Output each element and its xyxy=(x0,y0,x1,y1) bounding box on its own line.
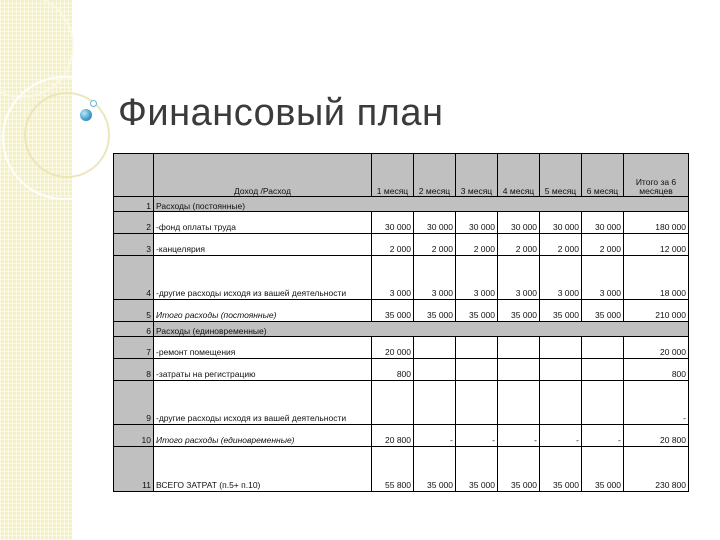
month-value: - xyxy=(540,425,582,447)
table-row xyxy=(114,447,689,492)
month-value: 2 000 xyxy=(414,234,456,256)
month-value: - xyxy=(582,425,624,447)
month-value: 2 000 xyxy=(498,234,540,256)
row-label: Итого расходы (постоянные) xyxy=(154,300,372,322)
month-value: 55 800 xyxy=(372,447,414,492)
financial-plan-table xyxy=(113,153,689,492)
header-month: 4 месяц xyxy=(498,154,540,197)
month-value xyxy=(540,359,582,381)
month-value: 30 000 xyxy=(372,212,414,234)
month-value: 35 000 xyxy=(372,300,414,322)
table-row xyxy=(114,337,689,359)
month-value: 2 000 xyxy=(540,234,582,256)
month-value: 30 000 xyxy=(540,212,582,234)
row-total: 18 000 xyxy=(624,256,689,300)
month-value: 3 000 xyxy=(498,256,540,300)
month-value xyxy=(498,359,540,381)
month-value xyxy=(540,337,582,359)
month-value xyxy=(540,381,582,425)
row-number: 2 xyxy=(114,212,154,234)
slide-title: Финансовый план xyxy=(118,92,444,134)
section-row xyxy=(114,322,689,337)
row-number: 5 xyxy=(114,300,154,322)
month-value xyxy=(414,359,456,381)
row-total: 230 800 xyxy=(624,447,689,492)
row-label: -другие расходы исходя из вашей деятельности xyxy=(154,256,372,300)
month-value: 35 000 xyxy=(498,447,540,492)
table-row xyxy=(114,359,689,381)
month-value: 30 000 xyxy=(414,212,456,234)
month-value: 35 000 xyxy=(456,300,498,322)
decorative-arc xyxy=(24,92,110,178)
month-value: 35 000 xyxy=(582,447,624,492)
month-value: 20 800 xyxy=(372,425,414,447)
month-value: - xyxy=(498,425,540,447)
table-row xyxy=(114,425,689,447)
month-value: 30 000 xyxy=(456,212,498,234)
row-number: 6 xyxy=(114,322,154,337)
header-index-cell xyxy=(114,154,154,197)
row-total: 12 000 xyxy=(624,234,689,256)
month-value: 30 000 xyxy=(582,212,624,234)
header-month: 1 месяц xyxy=(372,154,414,197)
month-value: 35 000 xyxy=(540,447,582,492)
month-value: 35 000 xyxy=(456,447,498,492)
month-value: 2 000 xyxy=(456,234,498,256)
row-number: 8 xyxy=(114,359,154,381)
month-value xyxy=(414,337,456,359)
month-value: 3 000 xyxy=(372,256,414,300)
header-month: 2 месяц xyxy=(414,154,456,197)
title-bullet-icon xyxy=(80,109,92,121)
month-value xyxy=(498,337,540,359)
row-label: Итого расходы (единовременные) xyxy=(154,425,372,447)
month-value xyxy=(414,381,456,425)
month-value xyxy=(582,381,624,425)
row-total: 210 000 xyxy=(624,300,689,322)
row-label: -затраты на регистрацию xyxy=(154,359,372,381)
month-value xyxy=(498,381,540,425)
section-label: Расходы (единовременные) xyxy=(154,322,689,337)
decorative-side-pattern xyxy=(0,0,72,540)
title-small-bullet-icon xyxy=(90,100,97,107)
row-total: 180 000 xyxy=(624,212,689,234)
header-total: Итого за 6 месяцев xyxy=(624,154,689,197)
row-number: 1 xyxy=(114,197,154,212)
month-value: 3 000 xyxy=(582,256,624,300)
month-value xyxy=(456,337,498,359)
table-row xyxy=(114,212,689,234)
month-value xyxy=(456,359,498,381)
month-value: 2 000 xyxy=(372,234,414,256)
row-number: 7 xyxy=(114,337,154,359)
table-header-row xyxy=(114,154,689,197)
section-row xyxy=(114,197,689,212)
month-value: 35 000 xyxy=(498,300,540,322)
month-value: 35 000 xyxy=(582,300,624,322)
month-value: 800 xyxy=(372,359,414,381)
table-row xyxy=(114,381,689,425)
month-value: - xyxy=(456,425,498,447)
table-row xyxy=(114,300,689,322)
section-label: Расходы (постоянные) xyxy=(154,197,689,212)
row-label: -канцелярия xyxy=(154,234,372,256)
row-label: -ремонт помещения xyxy=(154,337,372,359)
row-total: - xyxy=(624,381,689,425)
row-total: 20 000 xyxy=(624,337,689,359)
row-number: 3 xyxy=(114,234,154,256)
row-number: 11 xyxy=(114,447,154,492)
month-value: 20 000 xyxy=(372,337,414,359)
month-value: 3 000 xyxy=(540,256,582,300)
row-number: 9 xyxy=(114,381,154,425)
row-label: ВСЕГО ЗАТРАТ (п.5+ п.10) xyxy=(154,447,372,492)
header-month: 3 месяц xyxy=(456,154,498,197)
row-total: 20 800 xyxy=(624,425,689,447)
month-value xyxy=(372,381,414,425)
month-value: 2 000 xyxy=(582,234,624,256)
month-value: 3 000 xyxy=(414,256,456,300)
table-row xyxy=(114,234,689,256)
month-value xyxy=(582,359,624,381)
month-value: 35 000 xyxy=(540,300,582,322)
row-label: -другие расходы исходя из вашей деятельности xyxy=(154,381,372,425)
month-value: - xyxy=(414,425,456,447)
header-label: Доход /Расход xyxy=(154,154,372,197)
header-month: 6 месяц xyxy=(582,154,624,197)
month-value: 3 000 xyxy=(456,256,498,300)
month-value: 35 000 xyxy=(414,447,456,492)
table-row xyxy=(114,256,689,300)
row-number: 10 xyxy=(114,425,154,447)
month-value xyxy=(456,381,498,425)
month-value xyxy=(582,337,624,359)
row-label: -фонд оплаты труда xyxy=(154,212,372,234)
month-value: 35 000 xyxy=(414,300,456,322)
month-value: 30 000 xyxy=(498,212,540,234)
row-number: 4 xyxy=(114,256,154,300)
header-month: 5 месяц xyxy=(540,154,582,197)
row-total: 800 xyxy=(624,359,689,381)
